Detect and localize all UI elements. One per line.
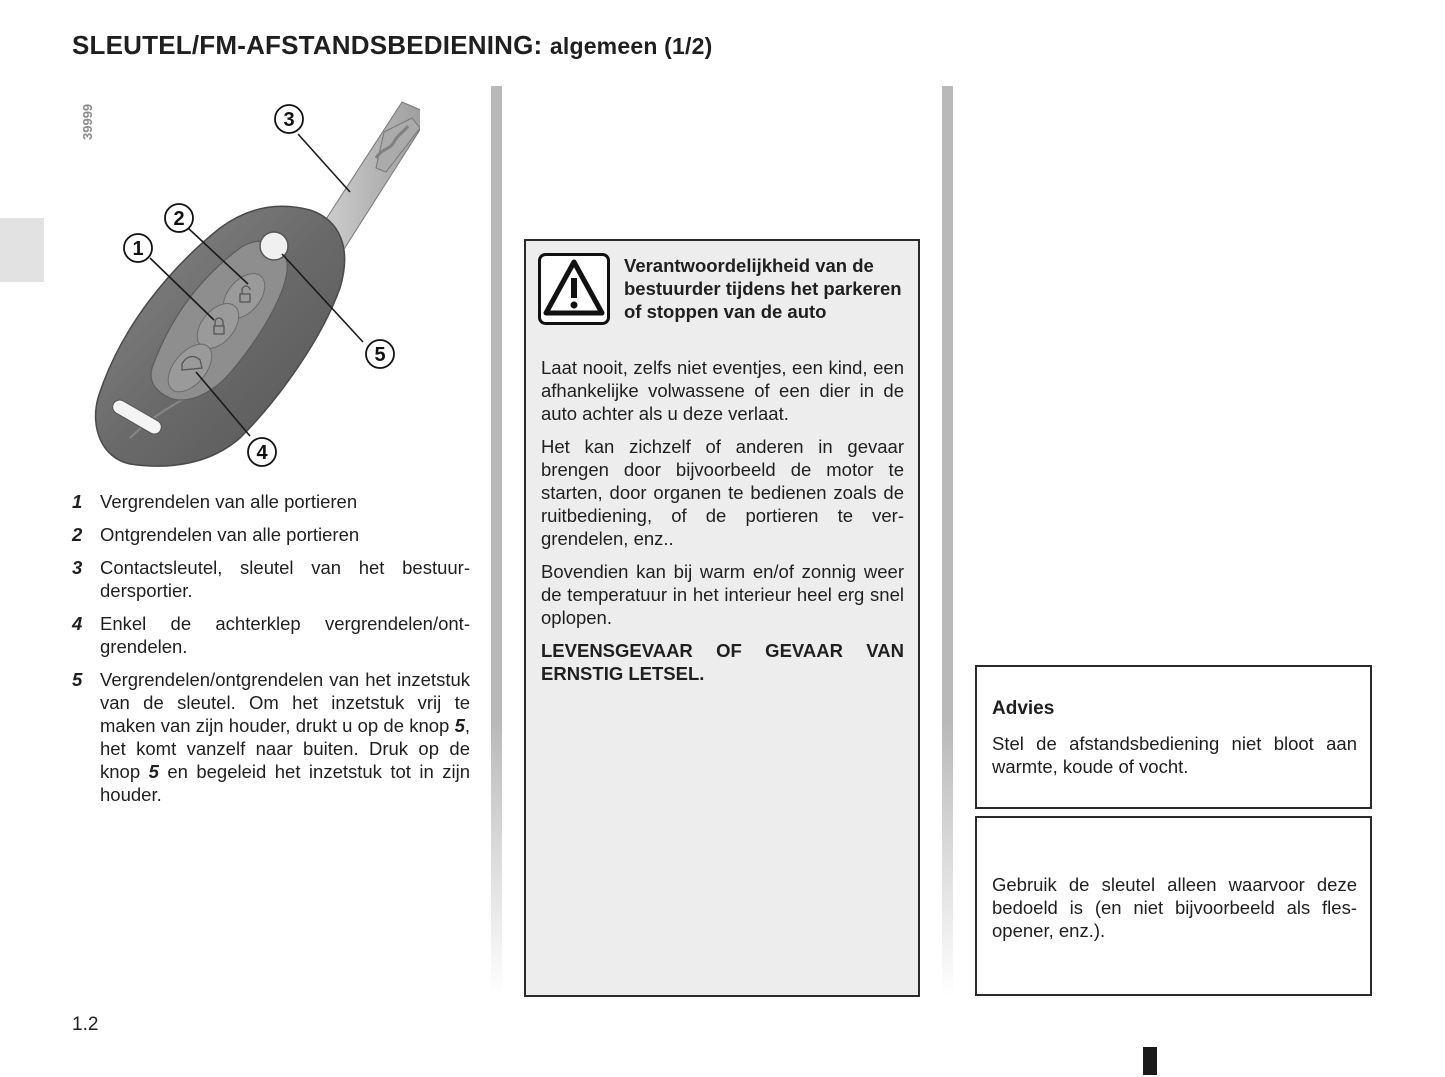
- legend-text-part: en begeleid het inzetstuk tot in zijn houder.: [100, 761, 470, 805]
- legend-text: Ontgrendelen van alle portieren: [100, 524, 360, 545]
- warning-triangle-icon: [538, 253, 610, 330]
- legend-text: [100, 668, 470, 806]
- page-title: [72, 30, 712, 61]
- legend-ref: 5: [454, 715, 465, 736]
- figure-code-text: 39999: [80, 103, 95, 140]
- legend-number: 5: [72, 669, 83, 690]
- warning-paragraph: Het kan zichzelf of anderen in gevaar brengen door bijvoorbeeld de motor te starten, door organen te bedienen zoals de ruitbediening, of de portieren te vergrendelen, enz..: [541, 436, 904, 549]
- legend-text: Contactsleutel, sleutel van het bestuurdersportier.: [100, 557, 470, 601]
- legend-item: [72, 668, 470, 806]
- warning-paragraph: Bovendien kan bij warm en/of zonnig weer de temperatuur in het interieur heel erg snel oplopen.: [541, 561, 904, 628]
- callout-3: 3: [283, 109, 295, 131]
- legend-item: [72, 490, 470, 513]
- legend-text-part: , het komt vanzelf naar buiten. Druk op de knop: [100, 715, 470, 782]
- warning-paragraph: Laat nooit, zelfs niet eventjes, een kind, een afhankelijke volwassene of een dier in de auto achter als u deze verlaat.: [541, 357, 904, 424]
- legend-number: 1: [72, 491, 83, 512]
- title-sub: algemeen (1/2): [549, 33, 713, 59]
- legend-number: 2: [72, 524, 83, 545]
- chapter-tab: [0, 218, 44, 282]
- legend-text-part: Vergrendelen/ontgrendelen van het inzetstuk van de sleutel. Om het inzetstuk vrij te maken van zijn houder, drukt u op de knop: [100, 669, 470, 736]
- callout-5: 5: [374, 344, 386, 366]
- warning-heading: Verantwoordelijkheid van de bestuurder tijdens het parkeren of stoppen van de auto: [624, 255, 902, 322]
- advice-title: Advies: [992, 698, 1055, 719]
- callout-2: 2: [173, 208, 185, 230]
- legend-item: [72, 523, 470, 546]
- usage-note-text: Gebruik de sleutel alleen waarvoor deze bedoeld is (en niet bijvoorbeeld als flesopener, enz.).: [992, 874, 1357, 941]
- section-end-marker: [1143, 1047, 1157, 1075]
- page-number: 1.2: [72, 1014, 99, 1035]
- key-legend: [72, 490, 470, 816]
- warning-box: [524, 239, 920, 997]
- column-divider-right: [942, 86, 953, 996]
- callout-1: 1: [132, 238, 144, 260]
- legend-item: [72, 612, 470, 658]
- legend-item: [72, 556, 470, 602]
- advice-text: Stel de afstandsbediening niet bloot aan warmte, koude of vocht.: [992, 733, 1357, 777]
- title-main: SLEUTEL/FM-AFSTANDSBEDIENING:: [72, 30, 543, 60]
- advice-box: [975, 665, 1372, 809]
- legend-number: 3: [72, 557, 83, 578]
- legend-text: Enkel de achterklep vergrendelen/ontgrendelen.: [100, 613, 470, 657]
- warning-emphasis: LEVENSGEVAAR OF GEVAAR VAN ERNSTIG LETSEL.: [541, 640, 904, 684]
- legend-text: Vergrendelen van alle portieren: [100, 491, 358, 512]
- legend-ref: 5: [148, 761, 159, 782]
- warning-body: [541, 356, 904, 695]
- key-illustration: [90, 98, 420, 483]
- usage-note-box: [975, 816, 1372, 996]
- callout-4: 4: [256, 442, 268, 464]
- column-divider-left: [491, 86, 502, 996]
- legend-number: 4: [72, 613, 83, 634]
